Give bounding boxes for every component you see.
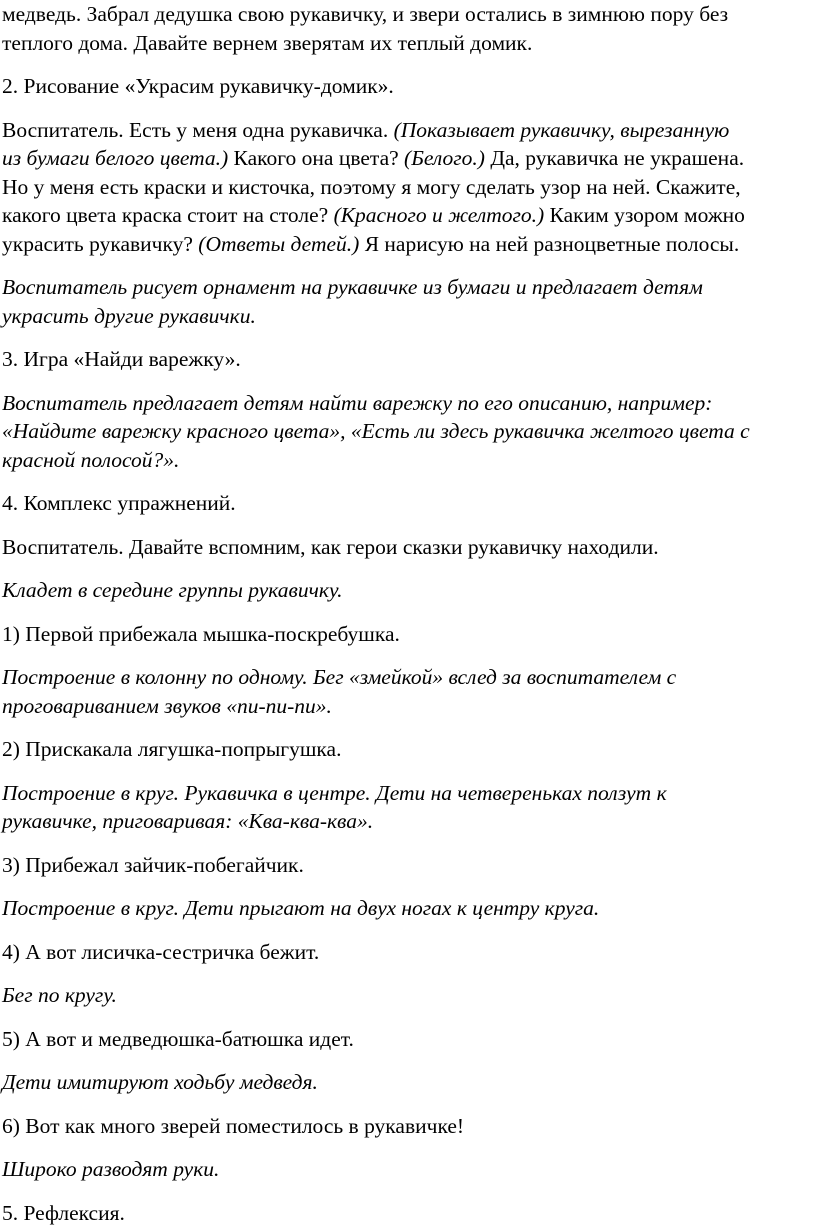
text-segment: 3) Прибежал зайчик-побегайчик. [2,853,304,877]
text-line [2,302,816,331]
paragraph-spacer [2,330,816,345]
italic-text-segment: Бег по кругу. [2,983,117,1007]
text-line [2,692,816,721]
paragraph-spacer [2,836,816,851]
paragraph-spacer [2,764,816,779]
text-line [2,1199,816,1227]
text-line [2,144,816,173]
document-page [2,0,816,1227]
paragraph-spacer [2,1053,816,1068]
text-line [2,1112,816,1141]
text-line [2,201,816,230]
italic-text-segment: (Ответы детей.) [198,232,359,256]
text-segment: теплого дома. Давайте вернем зверятам их теплый домик. [2,31,532,55]
text-segment: 4) А вот лисичка-сестричка бежит. [2,940,319,964]
text-line [2,981,816,1010]
paragraph-spacer [2,561,816,576]
text-segment: Воспитатель. Есть у меня одна рукавичка. [2,118,394,142]
paragraph-spacer [2,258,816,273]
text-segment: украсить рукавичку? [2,232,198,256]
italic-text-segment: украсить другие рукавички. [2,304,256,328]
paragraph-spacer [2,101,816,116]
text-line [2,116,816,145]
italic-text-segment: Построение в круг. Рукавичка в центре. Дети на четвереньках ползут к [2,781,667,805]
italic-text-segment: «Найдите варежку красного цвета», «Есть ли здесь рукавичка желтого цвета с [2,419,750,443]
text-line [2,807,816,836]
text-segment: медведь. Забрал дедушка свою рукавичку, и звери остались в зимнюю пору без [2,2,728,26]
italic-text-segment: Построение в колонну по одному. Бег «змейкой» вслед за воспитателем с [2,665,676,689]
text-line [2,938,816,967]
text-segment: Но у меня есть краски и кисточка, поэтому я могу сделать узор на ней. Скажите, [2,175,741,199]
italic-text-segment: Кладет в середине группы рукавичку. [2,578,343,602]
paragraph-spacer [2,923,816,938]
text-line [2,894,816,923]
text-segment: 3. Игра «Найди варежку». [2,347,241,371]
text-segment: Я нарисую на ней разноцветные полосы. [359,232,739,256]
italic-text-segment: Широко разводят руки. [2,1157,219,1181]
text-line [2,663,816,692]
paragraph-spacer [2,57,816,72]
italic-text-segment: Воспитатель рисует орнамент на рукавичке из бумаги и предлагает детям [2,275,703,299]
text-line [2,576,816,605]
text-segment: 5) А вот и медведюшка-батюшка идет. [2,1027,354,1051]
text-segment: 4. Комплекс упражнений. [2,491,236,515]
text-segment: Да, рукавичка не украшена. [485,146,744,170]
italic-text-segment: Воспитатель предлагает детям найти варежку по его описанию, например: [2,391,712,415]
text-line [2,230,816,259]
text-line [2,446,816,475]
text-line [2,533,816,562]
text-line [2,620,816,649]
paragraph-spacer [2,648,816,663]
paragraph-spacer [2,605,816,620]
text-line [2,0,816,29]
text-line [2,851,816,880]
italic-text-segment: проговариванием звуков «пи-пи-пи». [2,694,332,718]
paragraph-spacer [2,374,816,389]
text-segment: 1) Первой прибежала мышка-поскребушка. [2,622,400,646]
text-segment: Какого она цвета? [228,146,404,170]
text-segment: 2) Прискакала лягушка-попрыгушка. [2,737,341,761]
paragraph-spacer [2,720,816,735]
text-segment: Воспитатель. Давайте вспомним, как герои сказки рукавичку находили. [2,535,659,559]
text-line [2,779,816,808]
paragraph-spacer [2,1010,816,1025]
text-segment: 6) Вот как много зверей поместилось в рукавичке! [2,1114,464,1138]
text-line [2,1068,816,1097]
italic-text-segment: Дети имитируют ходьбу медведя. [2,1070,318,1094]
paragraph-spacer [2,1097,816,1112]
italic-text-segment: из бумаги белого цвета.) [2,146,228,170]
text-segment: какого цвета краска стоит на столе? [2,203,334,227]
paragraph-spacer [2,518,816,533]
text-line [2,72,816,101]
text-line [2,273,816,302]
italic-text-segment: (Показывает рукавичку, вырезанную [394,118,730,142]
italic-text-segment: красной полосой?». [2,448,179,472]
text-line [2,173,816,202]
text-segment: 5. Рефлексия. [2,1201,125,1225]
italic-text-segment: (Красного и желтого.) [334,203,545,227]
text-line [2,1155,816,1184]
italic-text-segment: рукавичке, приговаривая: «Ква-ква-ква». [2,809,373,833]
paragraph-spacer [2,474,816,489]
text-line [2,389,816,418]
text-line [2,735,816,764]
text-line [2,1025,816,1054]
paragraph-spacer [2,1140,816,1155]
italic-text-segment: (Белого.) [404,146,485,170]
paragraph-spacer [2,879,816,894]
text-line [2,29,816,58]
text-segment: 2. Рисование «Украсим рукавичку-домик». [2,74,394,98]
paragraph-spacer [2,1184,816,1199]
paragraph-spacer [2,966,816,981]
italic-text-segment: Построение в круг. Дети прыгают на двух ногах к центру круга. [2,896,599,920]
text-segment: Каким узором можно [544,203,745,227]
text-line [2,417,816,446]
text-line [2,489,816,518]
text-line [2,345,816,374]
